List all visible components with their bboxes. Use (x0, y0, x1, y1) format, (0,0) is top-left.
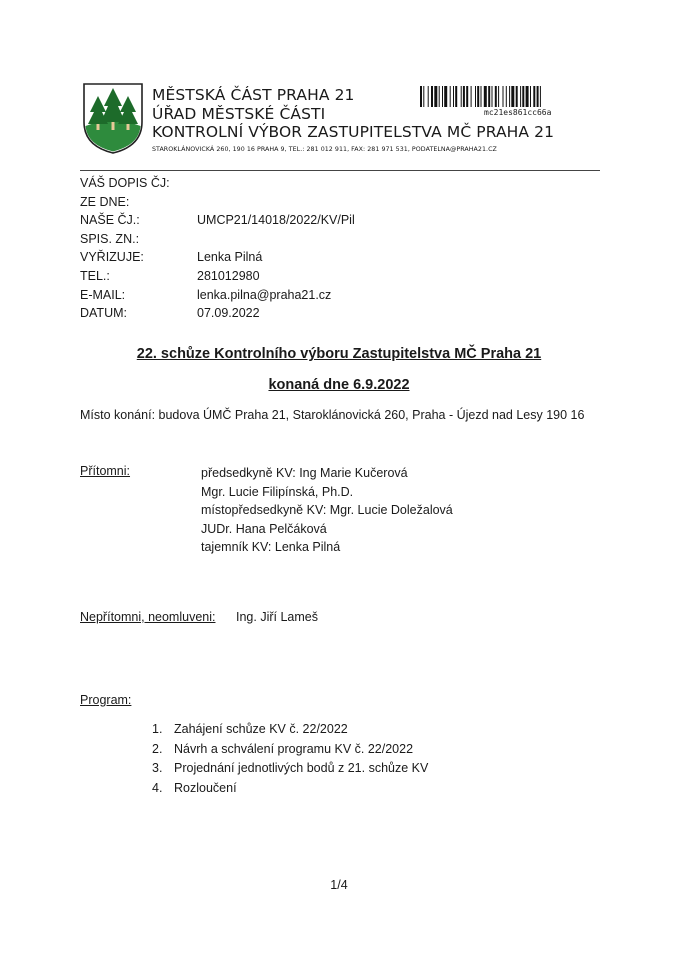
metadata-label: VYŘIZUJE: (80, 250, 144, 265)
present-member: místopředsedkyně KV: Mgr. Lucie Doležalová (201, 503, 453, 518)
metadata-label: ZE DNE: (80, 194, 130, 209)
committee-name: KONTROLNÍ VÝBOR ZASTUPITELSTVA MČ PRAHA 21 (152, 123, 555, 141)
program-item-number: 4. (152, 780, 163, 795)
program-item-number: 3. (152, 761, 163, 776)
present-member: Mgr. Lucie Filipínská, Ph.D. (201, 484, 354, 499)
present-member: JUDr. Hana Pelčáková (201, 521, 327, 536)
present-label: Přítomni: (80, 464, 131, 478)
metadata-row (80, 193, 355, 212)
program-item-number: 2. (152, 741, 163, 756)
present-member: předsedkyně KV: Ing Marie Kučerová (201, 466, 408, 480)
metadata-label: DATUM: (80, 306, 127, 321)
program-item-text: Rozloučení (174, 780, 237, 795)
metadata-label: TEL.: (80, 268, 110, 283)
metadata-label: E-MAIL: (80, 287, 126, 302)
org-address: STAROKLÁNOVICKÁ 260, 190 16 PRAHA 9, TEL.: 281 012 911, FAX: 281 971 531, PODATELNA@PRAHA21.CZ (152, 145, 497, 153)
meeting-place: Místo konání: budova ÚMČ Praha 21, Staroklánovická 260, Praha - Újezd nad Lesy 190 16 (80, 408, 585, 422)
metadata-row (80, 248, 355, 267)
metadata-label: VÁŠ DOPIS ČJ: (80, 176, 170, 190)
barcode (420, 86, 592, 107)
metadata-value: lenka.pilna@praha21.cz (197, 287, 332, 302)
metadata-row (80, 174, 355, 193)
program-item (152, 740, 428, 760)
absent-label: Nepřítomni, neomluveni: (80, 610, 216, 624)
program-item (152, 759, 428, 779)
metadata-label: NAŠE ČJ.: (80, 213, 140, 228)
meeting-title: 22. schůze Kontrolního výboru Zastupitelstva MČ Praha 21 (136, 346, 542, 362)
metadata-row (80, 211, 355, 230)
header-divider (80, 170, 600, 171)
metadata-value: UMCP21/14018/2022/KV/Pil (197, 213, 355, 228)
office-name: ÚŘAD MĚSTSKÉ ČÁSTI (152, 104, 326, 123)
metadata-row (80, 304, 355, 323)
metadata-row (80, 230, 355, 249)
program-item-text: Projednání jednotlivých bodů z 21. schůze KV (174, 761, 429, 776)
program-item (152, 720, 428, 740)
program-list (152, 720, 428, 798)
metadata-value: Lenka Pilná (197, 250, 263, 265)
absent-person: Ing. Jiří Lameš (236, 610, 318, 624)
program-item-text: Návrh a schválení programu KV č. 22/2022 (174, 741, 414, 756)
metadata-value: 07.09.2022 (197, 306, 260, 321)
present-member: tajemník KV: Lenka Pilná (201, 540, 341, 555)
page-number: 1/4 (330, 878, 348, 892)
present-list (201, 464, 453, 557)
metadata-value: 281012980 (197, 268, 260, 283)
meeting-date-title: konaná dne 6.9.2022 (268, 377, 410, 393)
program-label: Program: (80, 693, 132, 707)
program-item-number: 1. (152, 722, 163, 736)
barcode-text: mc21es861cc66a (484, 108, 552, 117)
program-item (152, 779, 428, 799)
metadata-row (80, 267, 355, 286)
metadata-label: SPIS. ZN.: (80, 231, 140, 246)
coat-of-arms-icon (82, 82, 144, 154)
org-name: MĚSTSKÁ ČÁST PRAHA 21 (152, 86, 355, 104)
program-item-text: Zahájení schůze KV č. 22/2022 (174, 722, 348, 736)
metadata-row (80, 286, 355, 305)
metadata-block (80, 174, 355, 323)
